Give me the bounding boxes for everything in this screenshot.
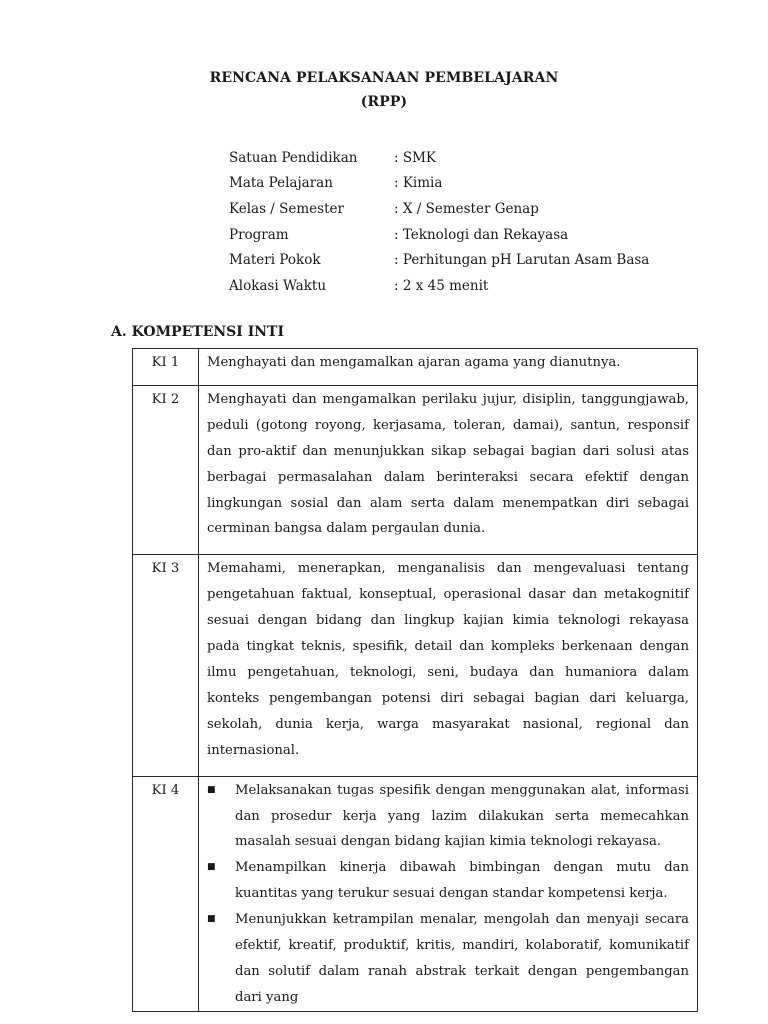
identity-value: : 2 x 45 menit (394, 277, 489, 294)
document-title: RENCANA PELAKSANAAN PEMBELAJARAN (209, 70, 559, 86)
square-bullet-icon: ■ (207, 784, 216, 795)
square-bullet-icon: ■ (207, 862, 216, 873)
identity-value: : X / Semester Genap (394, 200, 539, 217)
identity-label: Mata Pelajaran (229, 175, 333, 192)
ki-bullet-list (207, 778, 689, 1011)
ki-code: KI 2 (133, 385, 199, 554)
list-item (207, 855, 689, 907)
identity-block (229, 145, 649, 299)
ki-description: Menghayati dan mengamalkan perilaku jujur, disiplin, tanggungjawab, peduli (gotong royong, kerjasama, toleran, damai), santun, responsif dan pro-aktif dan menunjukkan sikap sebagai bagian dari solusi atas berbagai permasalahan dalam berinteraksi secara efektif dengan lingkungan sosial dan alam serta dalam menempatkan diri sebagai cerminan bangsa dalam pergaulan dunia. (199, 385, 698, 554)
identity-row-alokasi-waktu (229, 273, 649, 299)
bullet-text: Melaksanakan tugas spesifik dengan menggunakan alat, informasi dan prosedur kerja yang lazim dilakukan serta memecahkan masalah sesuai dengan bidang kajian kimia teknologi rekayasa. (235, 782, 689, 850)
ki-code: KI 4 (133, 776, 199, 1011)
identity-value: : Teknologi dan Rekayasa (394, 226, 569, 243)
identity-row-materi-pokok (229, 247, 649, 273)
table-row (133, 555, 698, 776)
list-item (207, 778, 689, 856)
identity-row-satuan-pendidikan (229, 145, 649, 171)
identity-label: Alokasi Waktu (229, 277, 327, 294)
ki-description (199, 776, 698, 1011)
identity-row-program (229, 222, 649, 248)
identity-label: Satuan Pendidikan (229, 149, 358, 166)
identity-value: : Perhitungan pH Larutan Asam Basa (394, 252, 650, 269)
identity-label: Kelas / Semester (229, 200, 344, 217)
kompetensi-inti-table (132, 348, 698, 1012)
bullet-text: Menampilkan kinerja dibawah bimbingan dengan mutu dan kuantitas yang terukur sesuai dengan standar kompetensi kerja. (235, 860, 689, 902)
document-subtitle: (RPP) (360, 94, 408, 110)
list-item (207, 907, 689, 1011)
table-row (133, 776, 698, 1011)
section-heading-kompetensi-inti: A. KOMPETENSI INTI (111, 324, 285, 340)
table-row (133, 385, 698, 554)
identity-label: Materi Pokok (229, 252, 321, 269)
ki-description: Menghayati dan mengamalkan ajaran agama yang dianutnya. (199, 349, 698, 386)
square-bullet-icon: ■ (207, 914, 216, 925)
ki-description: Memahami, menerapkan, menganalisis dan mengevaluasi tentang pengetahuan faktual, konseptual, operasional dasar dan metakognitif sesuai dengan bidang dan lingkup kajian kimia teknologi rekayasa pada tingkat teknis, spesifik, detail dan kompleks berkenaan dengan ilmu pengetahuan, teknologi, seni, budaya dan humaniora dalam konteks pengembangan potensi diri sebagai bagian dari keluarga, sekolah, dunia kerja, warga masyarakat nasional, regional dan internasional. (199, 555, 698, 776)
bullet-text: Menunjukkan ketrampilan menalar, mengolah dan menyaji secara efektif, kreatif, produktif, kritis, mandiri, kolaboratif, komunikatif dan solutif dalam ranah abstrak terkait dengan pengembangan dari yang (235, 912, 689, 1005)
identity-value: : Kimia (394, 175, 443, 192)
identity-label: Program (229, 226, 289, 243)
identity-row-mata-pelajaran (229, 171, 649, 197)
identity-value: : SMK (394, 149, 436, 166)
ki-code: KI 1 (133, 349, 199, 386)
table-row (133, 349, 698, 386)
ki-code: KI 3 (133, 555, 199, 776)
identity-row-kelas-semester (229, 196, 649, 222)
